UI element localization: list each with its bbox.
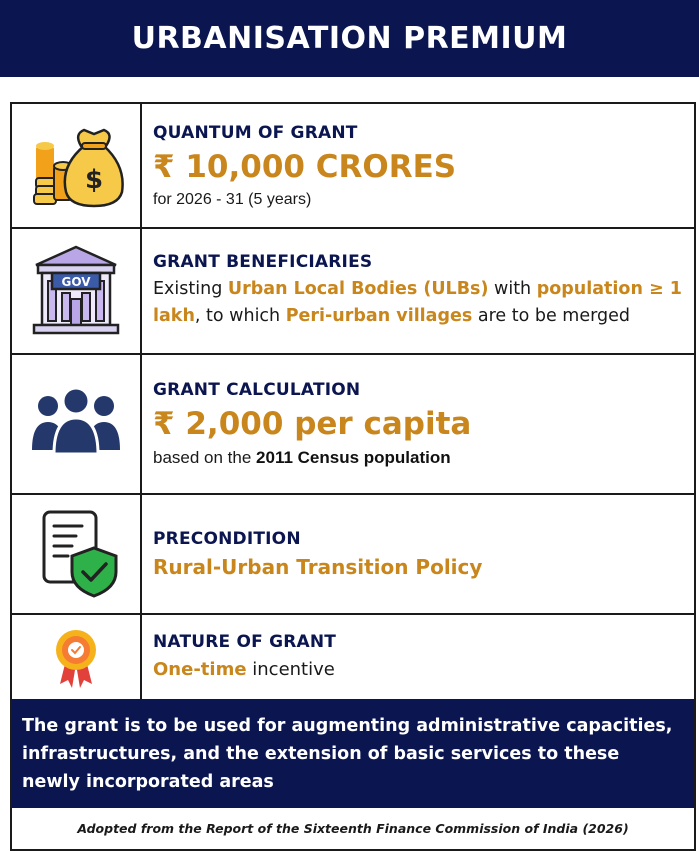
text-cell bbox=[142, 615, 694, 699]
icon-cell bbox=[12, 104, 142, 227]
row-nature-of-grant bbox=[12, 615, 694, 699]
icon-cell bbox=[12, 495, 142, 613]
row-grant-calculation bbox=[12, 355, 694, 495]
icon-cell bbox=[12, 615, 142, 699]
row-heading: QUANTUM OF GRANT bbox=[153, 122, 358, 143]
row-heading: PRECONDITION bbox=[153, 529, 301, 549]
money-bag-icon bbox=[26, 116, 126, 216]
row-heading: NATURE OF GRANT bbox=[153, 631, 337, 652]
row-precondition bbox=[12, 495, 694, 615]
award-badge-icon bbox=[46, 622, 106, 692]
grant-amount: ₹ 10,000 CRORES bbox=[153, 148, 457, 185]
text-cell bbox=[142, 495, 694, 613]
icon-cell bbox=[12, 229, 142, 353]
page-title: URBANISATION PREMIUM bbox=[131, 21, 568, 56]
beneficiaries-description: Existing Urban Local Bodies (ULBs) with population ≥ 1 lakh, to which Peri-urban villages are to be merged bbox=[153, 279, 682, 326]
verified-document-icon bbox=[26, 504, 126, 604]
svg-text:$: $ bbox=[84, 164, 104, 195]
people-group-icon bbox=[26, 384, 126, 464]
source-citation bbox=[12, 808, 694, 849]
page-header bbox=[0, 0, 699, 77]
text-cell bbox=[142, 355, 694, 493]
per-capita-amount: ₹ 2,000 per capita bbox=[153, 406, 472, 442]
text-cell bbox=[142, 229, 694, 353]
precondition-policy: Rural-Urban Transition Policy bbox=[153, 555, 483, 579]
usage-note-band bbox=[12, 699, 694, 808]
row-heading: GRANT CALCULATION bbox=[153, 380, 361, 400]
svg-text:GOV: GOV bbox=[61, 275, 91, 289]
row-heading: GRANT BENEFICIARIES bbox=[153, 252, 373, 272]
government-building-icon bbox=[26, 241, 126, 341]
row-quantum-of-grant bbox=[12, 104, 694, 229]
text-cell bbox=[142, 104, 694, 227]
icon-cell bbox=[12, 355, 142, 493]
source-text: Adopted from the Report of the Sixteenth Finance Commission of India (2026) bbox=[77, 821, 629, 836]
row-grant-beneficiaries bbox=[12, 229, 694, 355]
grant-nature: One-time incentive bbox=[153, 658, 335, 680]
usage-note: The grant is to be used for augmenting administrative capacities, infrastructures, and the extension of basic services to these newly incorporated areas bbox=[22, 716, 673, 792]
calculation-basis: based on the 2011 Census population bbox=[153, 448, 451, 467]
grant-period: for 2026 - 31 (5 years) bbox=[153, 190, 312, 208]
grant-details-table bbox=[10, 102, 696, 851]
